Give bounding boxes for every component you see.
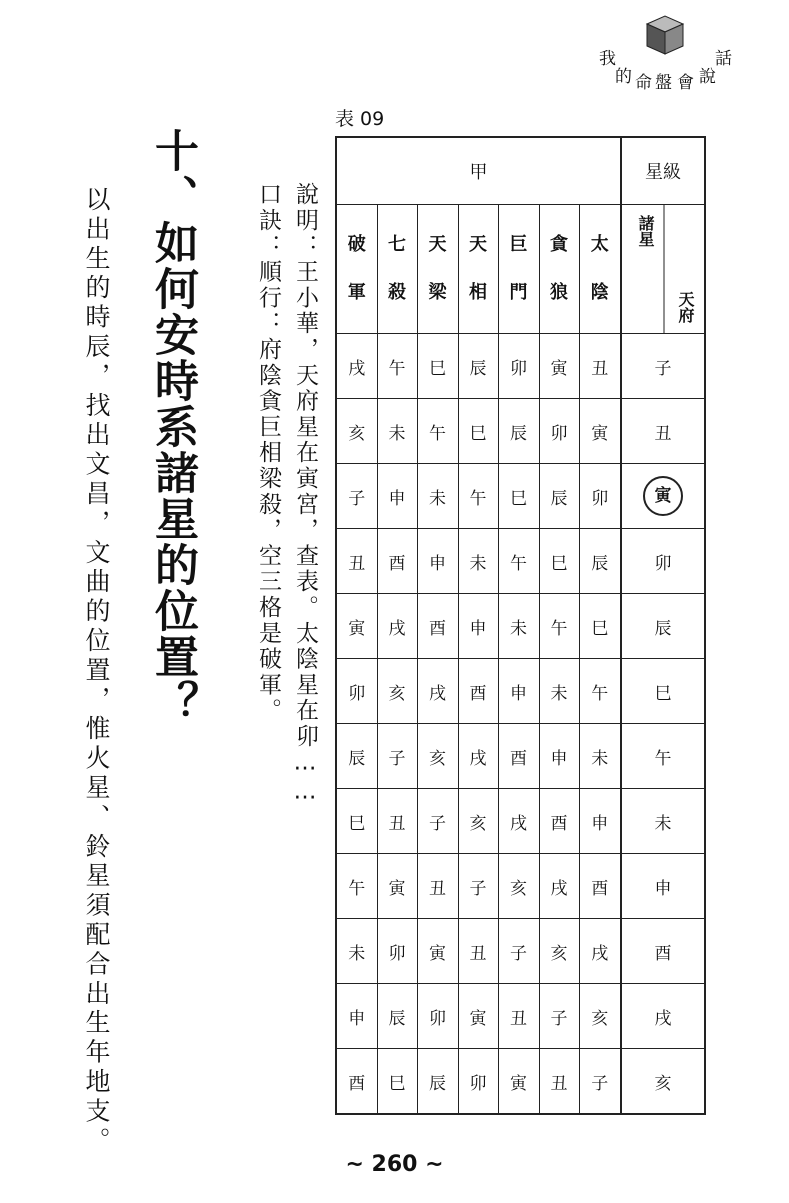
star-name-char: 門	[509, 282, 528, 303]
star-name-char: 狼	[550, 282, 568, 303]
table-cell: 巳	[336, 789, 377, 854]
brand-char: 會	[677, 73, 694, 93]
table-cell: 亥	[539, 919, 579, 984]
table-row	[336, 1049, 705, 1115]
star-name-char: 巨	[509, 234, 528, 255]
table-cell: 酉	[579, 854, 621, 919]
table-cell: 酉	[417, 594, 458, 659]
table-cell: 卯	[336, 659, 377, 724]
table-cell: 酉	[498, 724, 539, 789]
table-cell: 申	[458, 594, 498, 659]
table-cell: 申	[377, 464, 417, 529]
table-row	[336, 984, 705, 1049]
star-position-table	[335, 136, 706, 1115]
table-cell: 巳	[539, 529, 579, 594]
table-cell: 未	[579, 724, 621, 789]
brand-char: 盤	[655, 73, 672, 93]
table-cell: 辰	[498, 399, 539, 464]
table-cell: 寅	[458, 984, 498, 1049]
table-cell: 午	[498, 529, 539, 594]
table-cell: 申	[498, 659, 539, 724]
table-cell: 辰	[377, 984, 417, 1049]
table-cell: 卯	[417, 984, 458, 1049]
body-paragraph: 以出生的時辰，找出文昌，文曲的位置，惟火星、鈴星須配合出生年地支。	[82, 186, 111, 1157]
table-cell: 丑	[539, 1049, 579, 1115]
table-cell: 巳	[458, 399, 498, 464]
table-cell: 戌	[539, 854, 579, 919]
table-cell: 丑	[498, 984, 539, 1049]
table-cell: 亥	[458, 789, 498, 854]
table-cell: 申	[539, 724, 579, 789]
table-cell: 丑	[579, 334, 621, 399]
formula-text: 口訣：順行：府陰貪巨相梁殺，空三格是破軍。	[255, 182, 281, 724]
table-cell: 午	[377, 334, 417, 399]
table-cell: 寅	[336, 594, 377, 659]
star-name-char: 殺	[388, 282, 406, 303]
brand-char: 的	[615, 67, 632, 87]
star-name-char: 陰	[590, 282, 609, 303]
star-name-cell	[579, 205, 621, 334]
table-cell: 申	[336, 984, 377, 1049]
star-name-char: 貪	[550, 234, 568, 255]
table-cell: 辰	[579, 529, 621, 594]
table-cell: 未	[417, 464, 458, 529]
table-cell: 丑	[458, 919, 498, 984]
table-cell: 午	[417, 399, 458, 464]
table-cell: 亥	[377, 659, 417, 724]
table-cell: 未	[539, 659, 579, 724]
header-star-level: 星級	[621, 137, 705, 205]
brand-char: 命	[635, 73, 652, 93]
table-cell: 酉	[458, 659, 498, 724]
table-row	[336, 854, 705, 919]
table-cell: 丑	[377, 789, 417, 854]
table-cell: 巳	[377, 1049, 417, 1115]
table-row	[336, 919, 705, 984]
description-text: 說明：王小華，天府星在寅宮，查表。太陰星在卯……	[292, 182, 318, 808]
circled-palace: 寅	[643, 476, 683, 516]
all-stars-label: 諸星	[636, 215, 655, 247]
table-cell: 亥	[336, 399, 377, 464]
palace-key-cell: 申	[621, 854, 705, 919]
table-cell: 寅	[417, 919, 458, 984]
star-name-char: 七	[388, 234, 406, 255]
table-cell: 酉	[539, 789, 579, 854]
table-label: 表 09	[335, 108, 385, 130]
diagonal-header-cell	[621, 205, 705, 334]
table-row	[336, 399, 705, 464]
table-cell: 亥	[498, 854, 539, 919]
table-cell: 卯	[579, 464, 621, 529]
table-cell: 未	[336, 919, 377, 984]
table-row	[336, 724, 705, 789]
palace-key-cell: 酉	[621, 919, 705, 984]
table-cell: 巳	[579, 594, 621, 659]
palace-key-cell: 辰	[621, 594, 705, 659]
palace-key-cell: 亥	[621, 1049, 705, 1115]
table-cell: 巳	[498, 464, 539, 529]
table-cell: 未	[377, 399, 417, 464]
table-cell: 子	[458, 854, 498, 919]
table-cell: 子	[377, 724, 417, 789]
star-name-char: 破	[347, 234, 366, 255]
table-cell: 午	[579, 659, 621, 724]
header-heavenly-stem: 甲	[336, 137, 621, 205]
palace-key-cell: 子	[621, 334, 705, 399]
table-cell: 申	[579, 789, 621, 854]
table-cell: 子	[417, 789, 458, 854]
table-cell: 子	[539, 984, 579, 1049]
table-row	[336, 464, 705, 529]
palace-key-cell: 丑	[621, 399, 705, 464]
star-name-char: 軍	[347, 282, 366, 303]
table-cell: 午	[336, 854, 377, 919]
palace-key-cell	[621, 464, 705, 529]
brand-char: 話	[715, 49, 732, 69]
table-cell: 丑	[336, 529, 377, 594]
table-cell: 亥	[579, 984, 621, 1049]
table-row	[336, 659, 705, 724]
table-cell: 巳	[417, 334, 458, 399]
star-name-cell	[417, 205, 458, 334]
table-cell: 辰	[458, 334, 498, 399]
table-cell: 未	[458, 529, 498, 594]
brand-char: 我	[599, 49, 616, 69]
table-cell: 辰	[417, 1049, 458, 1115]
star-name-cell	[336, 205, 377, 334]
table-row	[336, 529, 705, 594]
table-cell: 寅	[539, 334, 579, 399]
tianfu-label: 天府	[676, 291, 695, 323]
table-cell: 寅	[498, 1049, 539, 1115]
table-cell: 戌	[579, 919, 621, 984]
page-number: ~ 260 ~	[345, 1152, 444, 1177]
star-name-char: 天	[428, 234, 447, 255]
table-cell: 辰	[336, 724, 377, 789]
brand-logo	[591, 10, 781, 93]
table-cell: 戌	[377, 594, 417, 659]
table-cell: 戌	[458, 724, 498, 789]
table-cell: 子	[498, 919, 539, 984]
table-cell: 未	[498, 594, 539, 659]
table-cell: 戌	[498, 789, 539, 854]
palace-key-cell: 卯	[621, 529, 705, 594]
star-name-cell	[498, 205, 539, 334]
table-row	[336, 789, 705, 854]
table-cell: 戌	[417, 659, 458, 724]
star-table	[335, 136, 706, 1115]
table-row	[336, 594, 705, 659]
table-row	[336, 334, 705, 399]
star-name-char: 梁	[428, 282, 447, 303]
table-cell: 丑	[417, 854, 458, 919]
table-cell: 卯	[539, 399, 579, 464]
cube-icon	[643, 14, 687, 56]
table-cell: 卯	[498, 334, 539, 399]
table-cell: 寅	[579, 399, 621, 464]
table-cell: 申	[417, 529, 458, 594]
star-name-char: 相	[469, 282, 487, 303]
brand-char: 說	[699, 67, 716, 87]
table-header-row	[336, 137, 705, 205]
star-name-char: 天	[469, 234, 487, 255]
table-cell: 子	[579, 1049, 621, 1115]
table-cell: 酉	[336, 1049, 377, 1115]
table-cell: 午	[458, 464, 498, 529]
star-name-cell	[539, 205, 579, 334]
section-heading: 十、如何安時系諸星的位置？	[147, 128, 198, 726]
table-cell: 戌	[336, 334, 377, 399]
palace-key-cell: 未	[621, 789, 705, 854]
table-cell: 酉	[377, 529, 417, 594]
star-name-char: 太	[590, 234, 609, 255]
palace-key-cell: 戌	[621, 984, 705, 1049]
table-cell: 卯	[377, 919, 417, 984]
table-cell: 午	[539, 594, 579, 659]
palace-key-cell: 巳	[621, 659, 705, 724]
table-cell: 辰	[539, 464, 579, 529]
star-names-row	[336, 205, 705, 334]
table-cell: 子	[336, 464, 377, 529]
table-cell: 寅	[377, 854, 417, 919]
star-name-cell	[377, 205, 417, 334]
table-cell: 亥	[417, 724, 458, 789]
palace-key-cell: 午	[621, 724, 705, 789]
star-name-cell	[458, 205, 498, 334]
table-cell: 卯	[458, 1049, 498, 1115]
